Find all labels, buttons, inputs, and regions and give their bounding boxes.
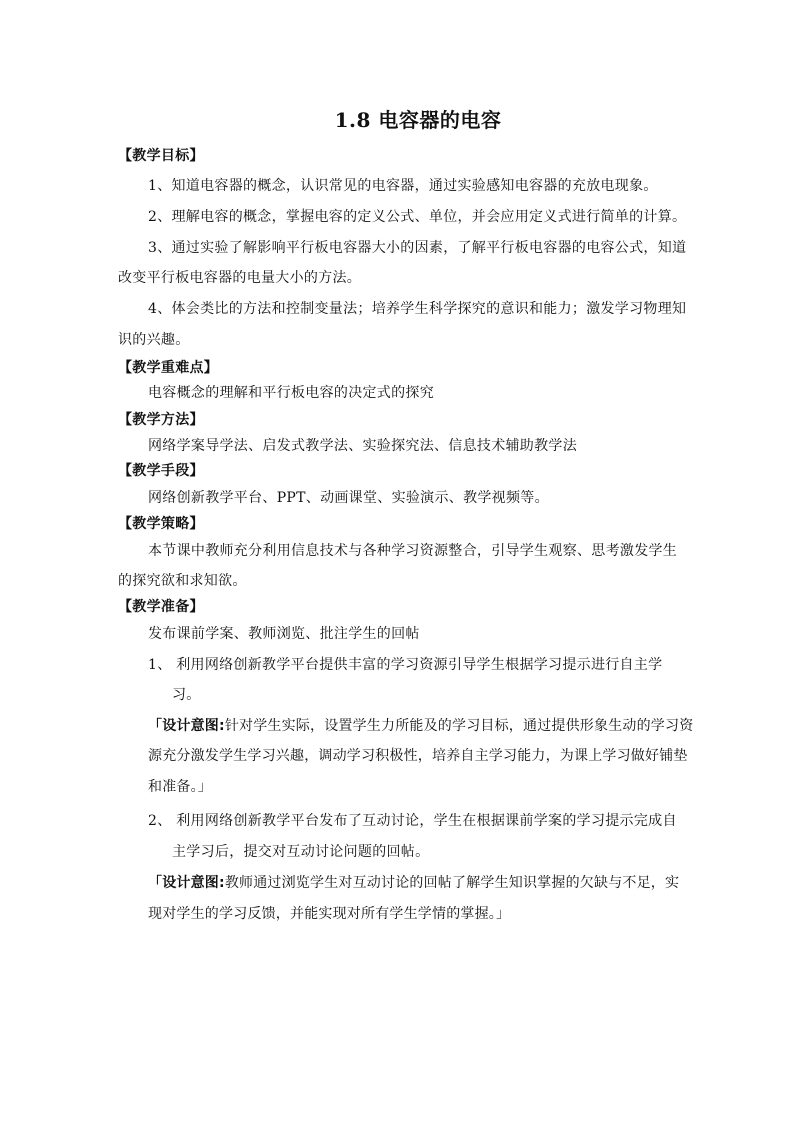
design-intent-label: 「设计意图: [148, 875, 225, 891]
design-intent-2-line: 现对学生的学习反馈，并能实现对所有学生学情的掌握。」 [148, 906, 511, 922]
goal-item-continuation: 改变平行板电容器的电量大小的方法。 [118, 270, 362, 286]
goal-item-continuation: 识的兴趣。 [118, 332, 190, 348]
prep-step-2: 2、 利用网络创新教学平台发布了互动讨论，学生在根据课前学案的学习提示完成自 [148, 813, 677, 829]
prep-step-2-continuation: 主学习后，提交对互动讨论问题的回帖。 [172, 844, 430, 860]
page-title: 1.8 电容器的电容 [334, 108, 502, 132]
goal-item: 3、通过实验了解影响平行板电容器大小的因素，了解平行板电容器的电容公式，知道 [148, 240, 687, 256]
goal-item: 2、理解电容的概念，掌握电容的定义公式、单位，并会应用定义式进行简单的计算。 [148, 209, 687, 225]
design-intent-1 [148, 716, 693, 736]
design-intent-label: 「设计意图: [148, 718, 225, 734]
prep-step-1-continuation: 习。 [172, 687, 201, 703]
design-intent-1-line: 源充分激发学生学习兴趣，调动学习积极性，培养自主学习能力，为课上学习做好铺垫 [148, 748, 688, 764]
prep-intro: 发布课前学案、教师浏览、批注学生的回帖 [148, 626, 420, 642]
goal-item: 4、体会类比的方法和控制变量法；培养学生科学探究的意识和能力；激发学习物理知 [148, 301, 687, 317]
key-points-text: 电容概念的理解和平行板电容的决定式的探究 [148, 385, 434, 401]
section-heading-goals: 【教学目标】 [118, 148, 204, 164]
prep-step-1: 1、 利用网络创新教学平台提供丰富的学习资源引导学生根据学习提示进行自主学 [148, 657, 663, 673]
design-intent-text: 针对学生实际，设置学生力所能及的学习目标，通过提供形象生动的学习资 [224, 718, 694, 734]
section-heading-prep: 【教学准备】 [118, 599, 204, 615]
section-heading-means: 【教学手段】 [118, 463, 204, 479]
design-intent-2 [148, 873, 679, 893]
section-heading-key-points: 【教学重难点】 [118, 360, 219, 376]
methods-text: 网络学案导学法、启发式教学法、实验探究法、信息技术辅助教学法 [148, 438, 577, 454]
strategy-text-continuation: 的探究欲和求知欲。 [118, 573, 247, 589]
design-intent-1-line: 和准备。」 [148, 779, 212, 795]
section-heading-strategy: 【教学策略】 [118, 516, 204, 532]
means-text: 网络创新教学平台、PPT、动画课堂、实验演示、教学视频等。 [148, 490, 549, 506]
strategy-text: 本节课中教师充分利用信息技术与各种学习资源整合，引导学生观察、思考激发学生 [148, 543, 678, 559]
section-heading-methods: 【教学方法】 [118, 412, 204, 428]
goal-item: 1、知道电容器的概念，认识常见的电容器，通过实验感知电容器的充放电现象。 [148, 178, 658, 194]
design-intent-text: 教师通过浏览学生对互动讨论的回帖了解学生知识掌握的欠缺与不足，实 [224, 875, 680, 891]
